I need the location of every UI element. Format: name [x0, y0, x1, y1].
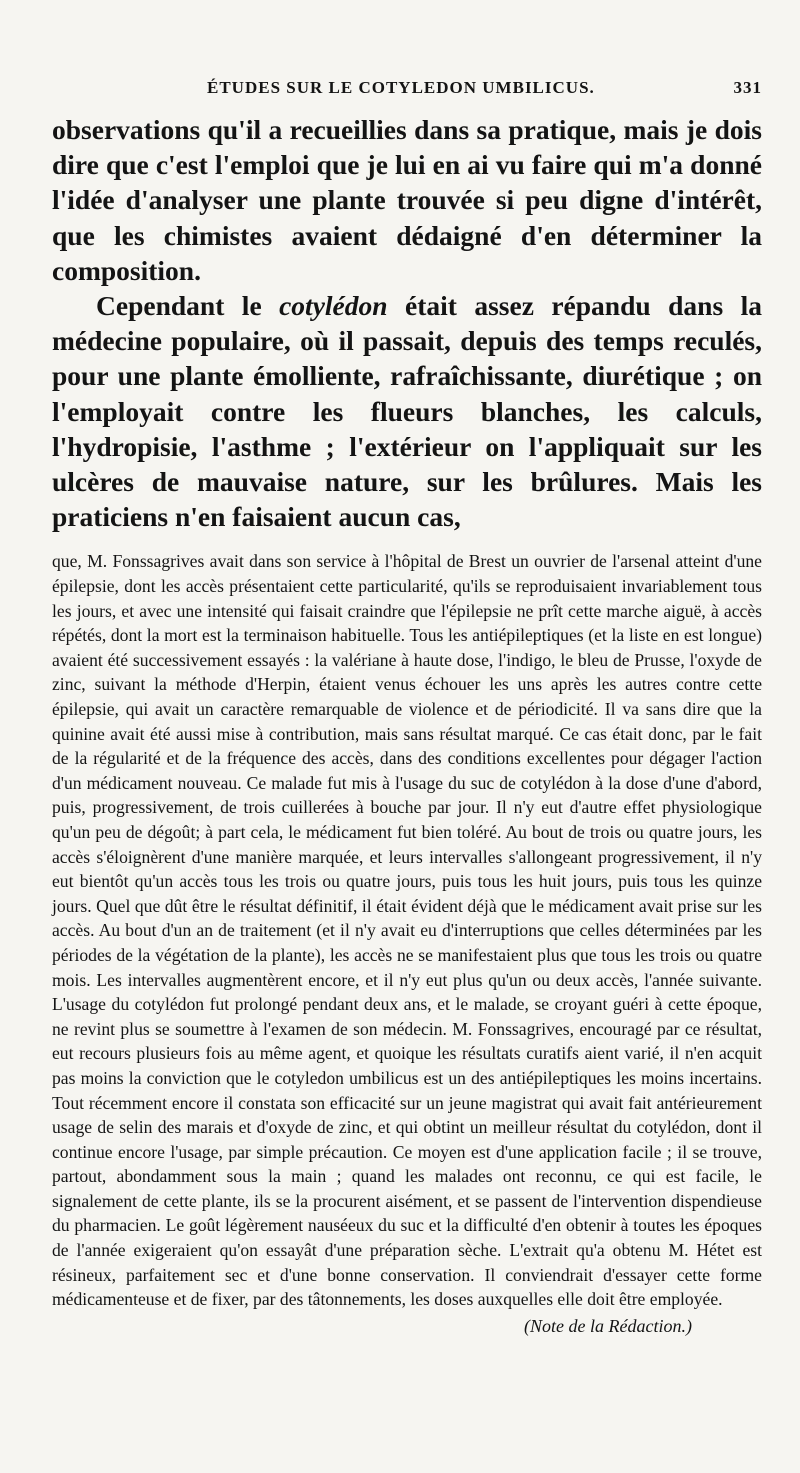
paragraph-2-end: était assez répandu dans la médecine populaire, où il passait, depuis des temps reculés, pour une plante émolliente, rafraîchissante, diurétique ; on l'employait contre les flueurs blanches, les calculs, l'hydropisie, l'asthme ; l'extérieur on l'appliquait sur les ulcères de mauvaise nature, sur les brûlures. Mais les praticiens n'en faisaient aucun cas,	[52, 290, 763, 533]
footnote-signature: (Note de la Rédaction.)	[524, 1315, 692, 1336]
running-title: ÉTUDES SUR LE COTYLEDON UMBILICUS.	[207, 78, 595, 97]
paragraph-2-italic: cotylédon	[279, 290, 388, 322]
page	[52, 78, 762, 1338]
page-number: 331	[733, 78, 762, 97]
paragraph-2	[52, 288, 762, 534]
footnote-text: que, M. Fonssagrives avait dans son service à l'hôpital de Brest un ouvrier de l'arsenal atteint d'une épilepsie, dont les accès présentaient cette particularité, qu'ils se reproduisaient invariablement tous les jours, et avec une intensité qui faisait craindre que l'épilepsie ne prît cette marche aiguë, à accès répétés, dont la mort est la terminaison habituelle. Tous les antiépileptiques (et la liste en est longue) avaient été successivement essayés : la valériane à haute dose, l'indigo, le bleu de Prusse, l'oxyde de zinc, suivant la méthode d'Herpin, étaient venus échouer les uns après les autres contre cette épilepsie, qui avait un caractère remarquable de violence et de périodicité. Il va sans dire que la quinine avait été aussi mise à contribution, mais sans résultat marqué. Ce cas était donc, par le fait de la régularité et de la fréquence des accès, dans des conditions excellentes pour dégager l'action d'un médicament nouveau. Ce malade fut mis à l'usage du suc de cotylédon à la dose d'une d'abord, puis, progressivement, de trois cuillerées à bouche par jour. Il n'y eut d'autre effet physiologique qu'un peu de dégoût; à part cela, le médicament fut bien toléré. Au bout de trois ou quatre jours, les accès s'éloignèrent d'une manière marquée, et leurs intervalles s'allongeant progressivement, il n'y eut bientôt qu'un accès tous les trois ou quatre jours, puis tous les huit jours, puis tous les quinze jours. Quel que dût être le résultat définitif, il était évident déjà que le médicament avait prise sur les accès. Au bout d'un an de traitement (et il n'y avait eu d'interruptions que celles déterminées par les périodes de la végétation de la plante), les accès ne se manifestaient plus que tous les trois ou quatre mois. Les intervalles augmentèrent encore, et il n'y eut plus qu'un ou deux accès, l'année suivante. L'usage du cotylédon fut prolongé pendant deux ans, et le malade, se croyant guéri à cette époque, ne revint plus se soumettre à l'examen de son médecin. M. Fonssagrives, encouragé par ce résultat, eut recours plusieurs fois au même agent, et quoique les résultats curatifs aient varié, il n'en acquit pas moins la conviction que le cotyledon umbilicus est un des antiépileptiques les moins incertains. Tout récemment encore il constata son efficacité sur un jeune magistrat qui avait fait antérieurement usage de selin des marais et d'oxyde de zinc, et qui obtint un meilleur résultat du cotylédon, dont il continue encore l'usage, par simple précaution. Ce moyen est d'une application facile ; il se trouve, partout, abondamment sous la main ; quand les malades ont reconnu, ce qui est facile, le signalement de cette plante, ils se la procurent aisément, et se passent de l'intervention dispendieuse du pharmacien. Le goût légèrement nauséeux du suc et la difficulté d'en obtenir à toutes les époques de l'année exigeraient qu'on essayât d'une préparation sèche. L'extrait qu'a obtenu M. Hétet est résineux, parfaitement sec et d'une bonne conservation. Il conviendrait d'essayer cette forme médicamenteuse et de fixer, par des tâtonnements, les doses auxquelles elle doit être employée.	[52, 551, 762, 1310]
running-head	[52, 78, 762, 112]
paragraph-2-start: Cependant le	[96, 290, 280, 322]
footnote	[52, 549, 762, 1338]
main-text	[52, 112, 762, 534]
paragraph-1: observations qu'il a recueillies dans sa pratique, mais je dois dire que c'est l'emploi que je lui en ai vu faire qui m'a donné l'idée d'analyser une plante trouvée si peu digne d'intérêt, que les chimistes avaient dédaigné d'en déterminer la composition.	[52, 114, 762, 286]
